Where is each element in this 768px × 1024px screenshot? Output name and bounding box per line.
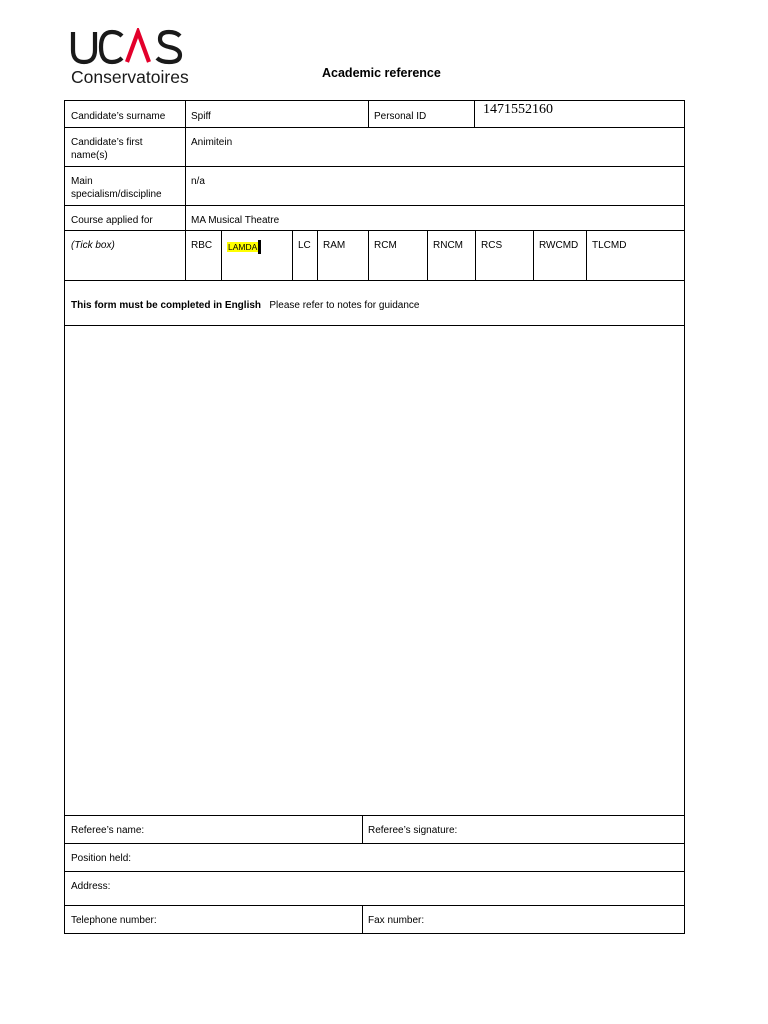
- specialism-label-line-2: specialism/discipline: [71, 189, 162, 200]
- tick-option-rcm[interactable]: RCM: [374, 240, 397, 251]
- surname-value[interactable]: Spiff: [191, 111, 211, 122]
- first-name-label: [65, 131, 185, 167]
- page-title: Academic reference: [322, 66, 441, 80]
- logo-subtitle: Conservatoires: [71, 67, 189, 87]
- personal-id-label: Personal ID: [374, 111, 427, 122]
- tick-option-tlcmd[interactable]: TLCMD: [592, 240, 627, 251]
- first-name-label-line-2: name(s): [71, 150, 108, 161]
- tick-option-rwcmd[interactable]: RWCMD: [539, 240, 579, 251]
- personal-id-value[interactable]: 1471552160: [483, 102, 553, 117]
- tick-option-lamda[interactable]: [221, 235, 292, 259]
- first-name-value[interactable]: Animitein: [191, 137, 233, 148]
- tick-option-lc[interactable]: LC: [298, 240, 311, 251]
- referee-signature-label[interactable]: Referee’s signature:: [368, 825, 458, 836]
- academic-reference-form: [64, 100, 685, 934]
- tick-option-rbc[interactable]: RBC: [191, 240, 213, 251]
- tick-box-label: (Tick box): [71, 240, 115, 251]
- position-held-label[interactable]: Position held:: [71, 853, 132, 864]
- specialism-label-line-1: Main: [71, 176, 93, 187]
- surname-label: Candidate’s surname: [71, 111, 166, 122]
- ucas-conservatoires-logo: [70, 28, 195, 90]
- course-value[interactable]: MA Musical Theatre: [191, 215, 280, 226]
- guidance-notice: Please refer to notes for guidance: [269, 300, 420, 311]
- text-cursor: [258, 240, 261, 254]
- tick-option-rncm[interactable]: RNCM: [433, 240, 463, 251]
- fax-label[interactable]: Fax number:: [368, 915, 425, 926]
- first-name-label-line-1: Candidate’s first: [71, 137, 143, 148]
- telephone-label[interactable]: Telephone number:: [71, 915, 157, 926]
- specialism-label: [65, 170, 185, 206]
- referee-name-label[interactable]: Referee’s name:: [71, 825, 145, 836]
- reference-body-field[interactable]: [65, 326, 684, 815]
- tick-option-ram[interactable]: RAM: [323, 240, 346, 251]
- specialism-value[interactable]: n/a: [191, 176, 205, 187]
- course-label: Course applied for: [71, 215, 153, 226]
- address-label[interactable]: Address:: [71, 881, 111, 892]
- tick-option-lamda-label: LAMDA: [228, 242, 258, 252]
- english-notice: This form must be completed in English: [71, 300, 262, 311]
- form-notice: [65, 294, 684, 317]
- tick-option-rcs[interactable]: RCS: [481, 240, 503, 251]
